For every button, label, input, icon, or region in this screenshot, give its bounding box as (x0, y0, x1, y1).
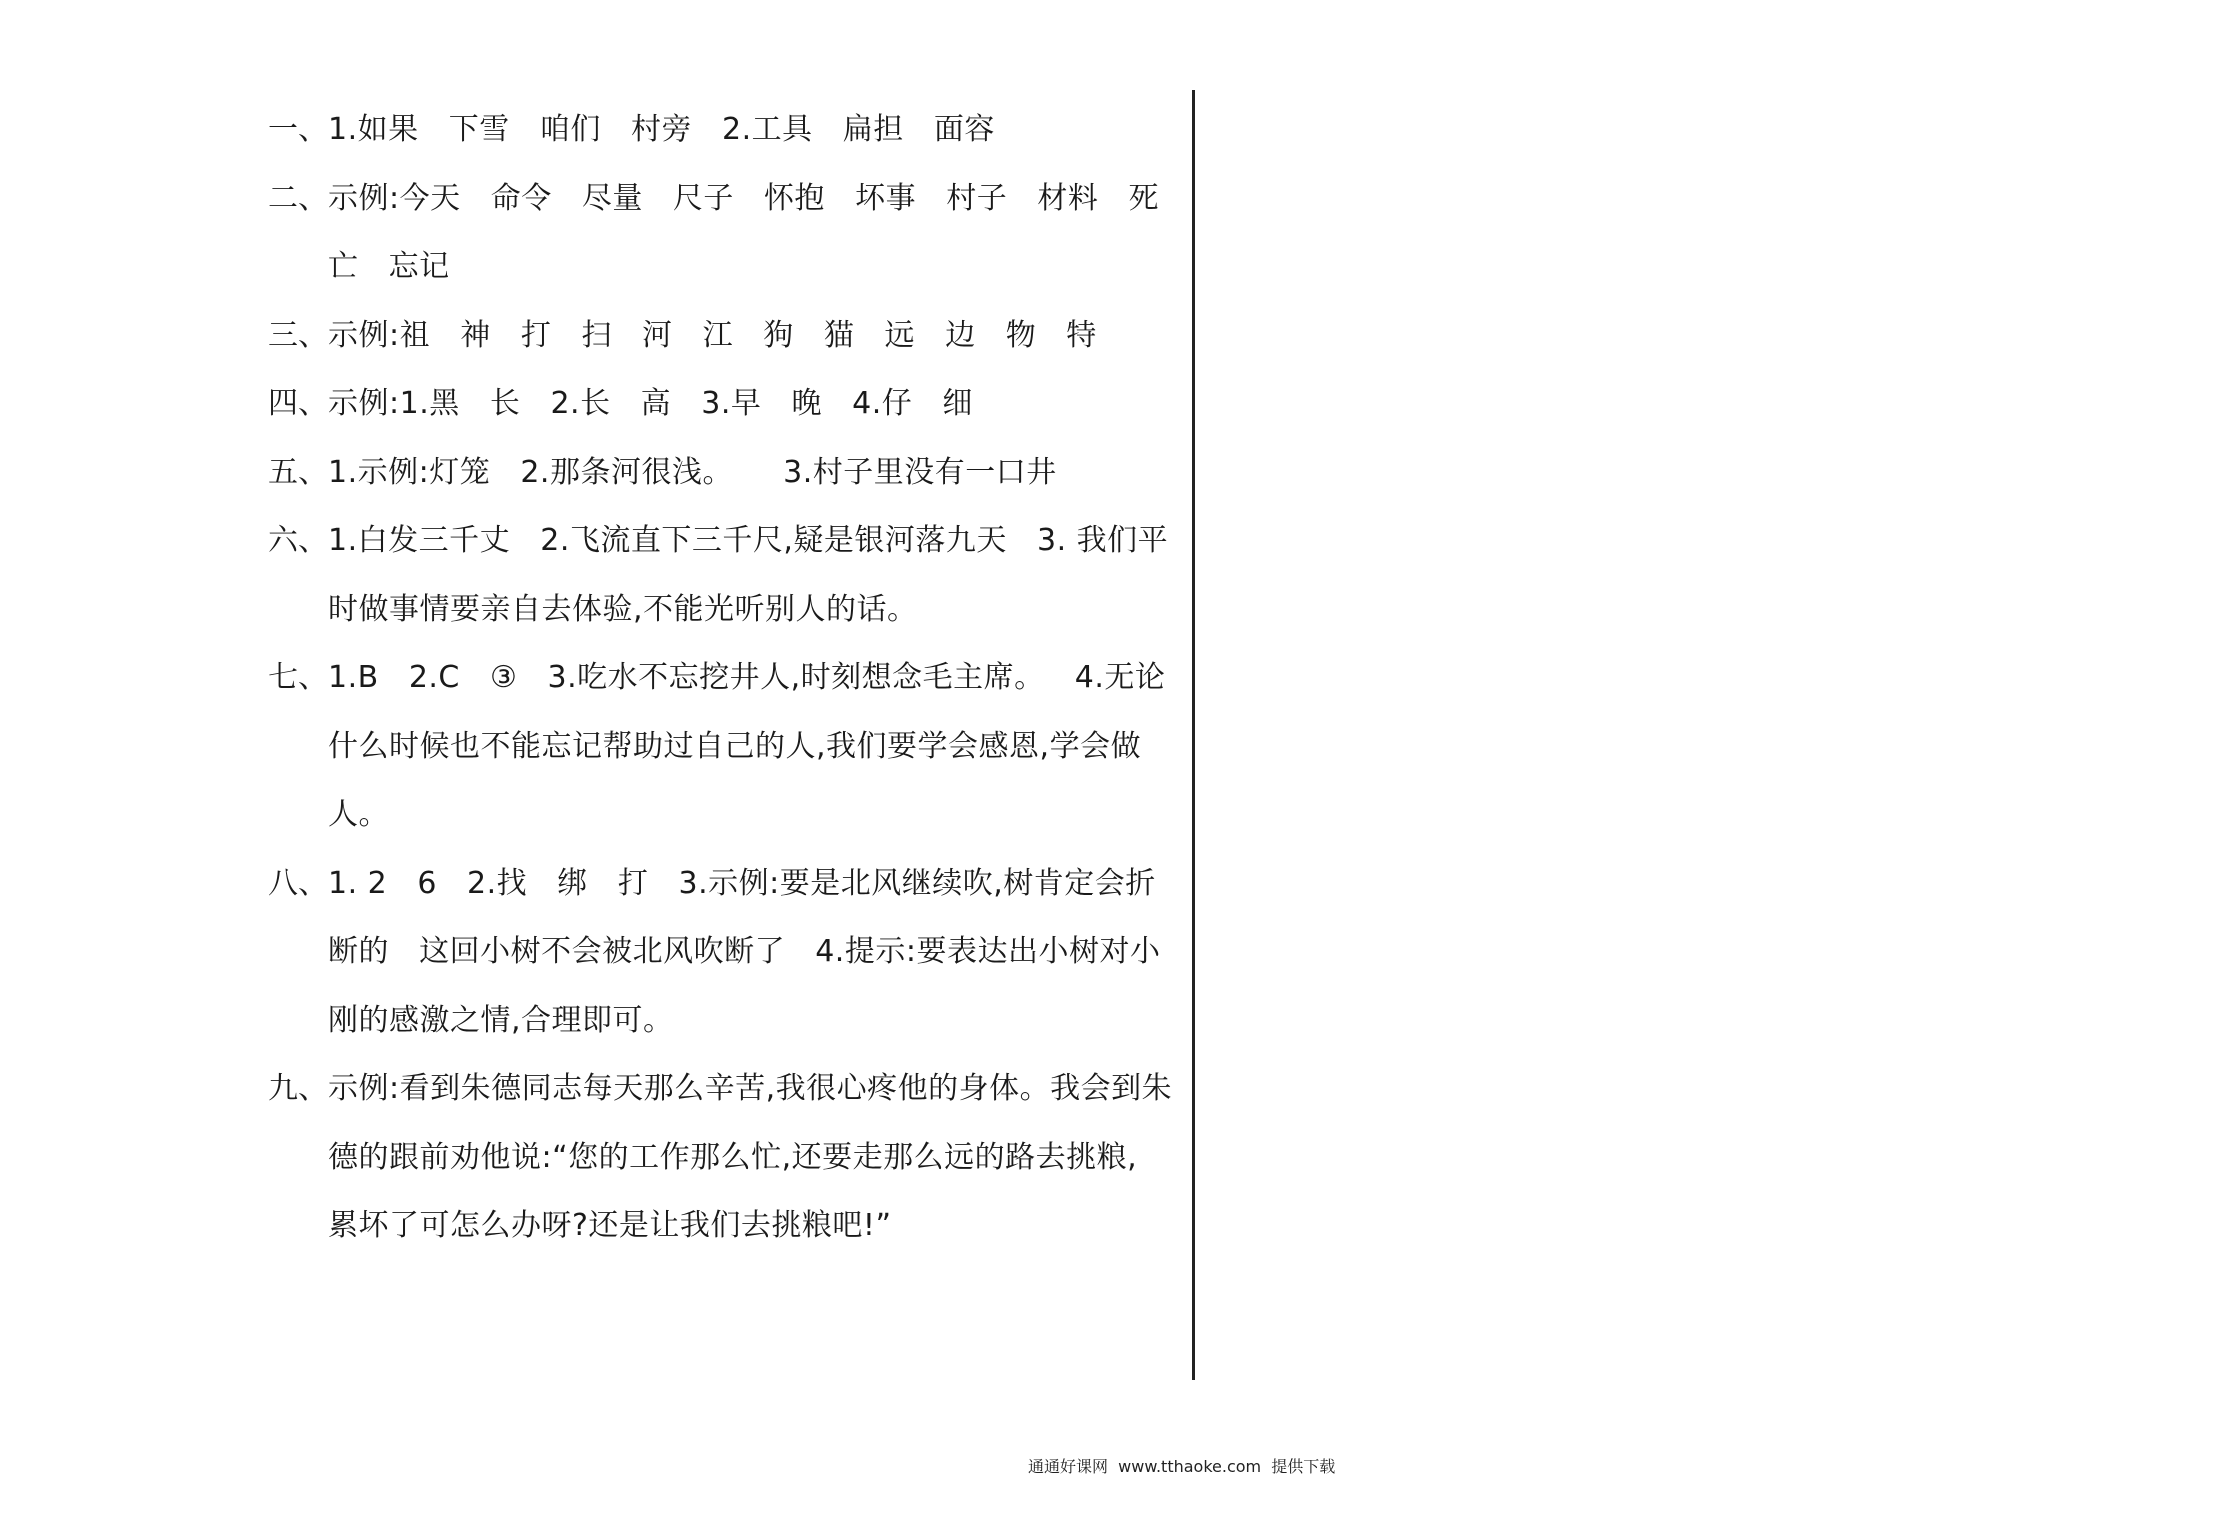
answer-item (268, 165, 1168, 302)
answer-item (268, 644, 1168, 850)
answer-line: 德的跟前劝他说:“您的工作那么忙,还要走那么远的路去挑粮, (328, 1139, 1138, 1175)
answer-item (268, 96, 1168, 165)
answer-line: 累坏了可怎么办呀?还是让我们去挑粮吧!” (328, 1208, 892, 1243)
answer-list (268, 96, 1173, 1261)
answer-item (268, 850, 1168, 1056)
answer-line: 什么时候也不能忘记帮助过自己的人,我们要学会感恩,学会做 (328, 728, 1142, 764)
answer-number: 五、 (268, 454, 328, 490)
answer-number: 九、 (268, 1071, 328, 1106)
answer-item (268, 302, 1168, 371)
answer-text (328, 302, 1168, 371)
answer-line: 1.B 2.C ③ 3.吃水不忘挖井人,时刻想念毛主席。 4.无论 (328, 660, 1166, 695)
answer-line: 1.如果 下雪 咱们 村旁 2.工具 扁担 面容 (328, 112, 995, 147)
answer-line: 亡 忘记 (328, 249, 450, 284)
answer-line: 1. 2 6 2.找 绑 打 3.示例:要是北风继续吹,树肯定会折 (328, 865, 1156, 901)
answer-line: 1.白发三千丈 2.飞流直下三千尺,疑是银河落九天 3. 我们平 (328, 523, 1169, 558)
answer-number: 八、 (268, 865, 328, 901)
answer-number: 四、 (268, 386, 328, 421)
answer-line: 1.示例:灯笼 2.那条河很浅。 3.村子里没有一口井 (328, 454, 1057, 490)
answer-text (328, 439, 1168, 508)
answer-text (328, 850, 1168, 1056)
answer-item (268, 1055, 1173, 1261)
answer-line: 时做事情要亲自去体验,不能光听别人的话。 (328, 591, 918, 627)
answer-text (328, 165, 1168, 302)
answer-line: 刚的感激之情,合理即可。 (328, 1002, 674, 1038)
column-divider (1192, 90, 1195, 1380)
answer-item (268, 439, 1168, 508)
answer-number: 七、 (268, 660, 328, 695)
answer-line: 示例:1.黑 长 2.长 高 3.早 晚 4.仔 细 (328, 386, 973, 421)
answer-line: 示例:看到朱德同志每天那么辛苦,我很心疼他的身体。我会到朱 (328, 1071, 1173, 1106)
answer-line: 人。 (328, 797, 389, 832)
answer-text (328, 370, 1168, 439)
answer-item (268, 507, 1168, 644)
answer-number: 六、 (268, 523, 328, 558)
answer-number: 二、 (268, 180, 328, 216)
footer-credit: 通通好课网 www.tthaoke.com 提供下载 (1028, 1457, 1336, 1476)
answer-text (328, 96, 1168, 165)
answer-number: 三、 (268, 317, 328, 353)
answer-text (328, 644, 1168, 850)
answer-line: 断的 这回小树不会被北风吹断了 4.提示:要表达出小树对小 (328, 934, 1161, 969)
answer-line: 示例:今天 命令 尽量 尺子 怀抱 坏事 村子 材料 死 (328, 180, 1159, 216)
answer-item (268, 370, 1168, 439)
answer-line: 示例:祖 神 打 扫 河 江 狗 猫 远 边 物 特 (328, 317, 1097, 353)
answer-number: 一、 (268, 112, 328, 147)
answer-text (328, 1055, 1172, 1261)
answer-text (328, 507, 1168, 644)
